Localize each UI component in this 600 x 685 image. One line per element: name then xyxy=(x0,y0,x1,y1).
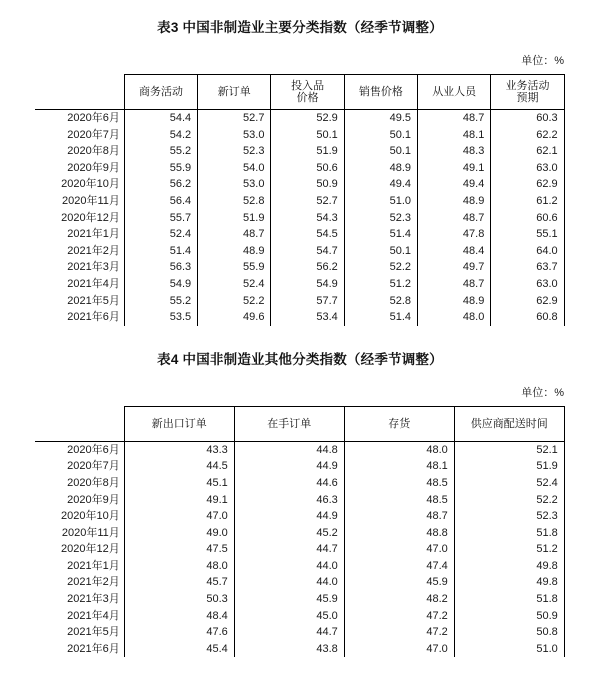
cell-value: 55.2 xyxy=(124,143,197,160)
cell-value: 55.1 xyxy=(491,226,564,243)
row-label: 2021年2月 xyxy=(35,243,124,260)
row-label: 2020年8月 xyxy=(35,475,124,492)
cell-value: 57.7 xyxy=(271,293,344,310)
row-label: 2021年5月 xyxy=(35,624,124,641)
table-row xyxy=(35,193,564,210)
table-row xyxy=(35,574,564,591)
cell-value: 44.0 xyxy=(234,558,344,575)
cell-value: 48.9 xyxy=(198,243,271,260)
cell-value: 51.9 xyxy=(454,458,564,475)
row-label: 2021年1月 xyxy=(35,226,124,243)
cell-value: 63.0 xyxy=(491,276,564,293)
cell-value: 45.9 xyxy=(234,591,344,608)
cell-value: 43.3 xyxy=(124,441,234,458)
cell-value: 48.9 xyxy=(418,293,491,310)
cell-value: 52.2 xyxy=(344,259,417,276)
cell-value: 52.9 xyxy=(271,110,344,127)
cell-value: 49.0 xyxy=(124,525,234,542)
row-label: 2020年11月 xyxy=(35,525,124,542)
table4-head xyxy=(35,406,564,441)
cell-value: 53.5 xyxy=(124,309,197,326)
cell-value: 47.0 xyxy=(344,541,454,558)
cell-value: 49.8 xyxy=(454,558,564,575)
table-row xyxy=(35,541,564,558)
cell-value: 54.5 xyxy=(271,226,344,243)
cell-value: 54.3 xyxy=(271,210,344,227)
row-label: 2020年10月 xyxy=(35,176,124,193)
cell-value: 44.7 xyxy=(234,624,344,641)
table3-col-new-orders xyxy=(198,75,271,110)
table3-unit: 单位：% xyxy=(521,55,564,67)
cell-value: 48.7 xyxy=(418,276,491,293)
cell-value: 45.7 xyxy=(124,574,234,591)
table-row xyxy=(35,558,564,575)
cell-value: 48.7 xyxy=(198,226,271,243)
cell-value: 52.7 xyxy=(198,110,271,127)
table4-body xyxy=(35,441,564,657)
row-label: 2020年10月 xyxy=(35,508,124,525)
table3-col-input-prices-l1: 投入品 xyxy=(291,79,325,92)
cell-value: 47.4 xyxy=(344,558,454,575)
cell-value: 51.8 xyxy=(454,591,564,608)
cell-value: 49.7 xyxy=(418,259,491,276)
cell-value: 47.6 xyxy=(124,624,234,641)
cell-value: 44.9 xyxy=(234,458,344,475)
cell-value: 52.3 xyxy=(344,210,417,227)
table3-title: 表3 中国非制造业主要分类指数（经季节调整） xyxy=(157,20,443,35)
cell-value: 60.6 xyxy=(491,210,564,227)
cell-value: 48.7 xyxy=(344,508,454,525)
table-row xyxy=(35,110,564,127)
table4-section xyxy=(0,348,600,658)
table3-col-sales-prices xyxy=(344,75,417,110)
cell-value: 51.2 xyxy=(344,276,417,293)
cell-value: 52.8 xyxy=(344,293,417,310)
cell-value: 49.1 xyxy=(418,160,491,177)
cell-value: 52.1 xyxy=(454,441,564,458)
cell-value: 48.4 xyxy=(418,243,491,260)
cell-value: 49.4 xyxy=(344,176,417,193)
cell-value: 50.1 xyxy=(271,127,344,144)
cell-value: 48.3 xyxy=(418,143,491,160)
row-label: 2020年6月 xyxy=(35,441,124,458)
row-label: 2020年12月 xyxy=(35,541,124,558)
table3-col-input-prices xyxy=(271,75,344,110)
table-row xyxy=(35,243,564,260)
cell-value: 47.5 xyxy=(124,541,234,558)
cell-value: 52.3 xyxy=(454,508,564,525)
cell-value: 45.1 xyxy=(124,475,234,492)
cell-value: 62.9 xyxy=(491,293,564,310)
table4-title: 表4 中国非制造业其他分类指数（经季节调整） xyxy=(157,351,443,367)
table3-col-employment xyxy=(418,75,491,110)
cell-value: 52.4 xyxy=(124,226,197,243)
cell-value: 43.8 xyxy=(234,641,344,658)
table3-col-business-activity xyxy=(124,75,197,110)
cell-value: 54.7 xyxy=(271,243,344,260)
cell-value: 52.2 xyxy=(454,492,564,509)
cell-value: 55.9 xyxy=(124,160,197,177)
table-row xyxy=(35,276,564,293)
cell-value: 56.2 xyxy=(271,259,344,276)
cell-value: 48.9 xyxy=(418,193,491,210)
cell-value: 55.7 xyxy=(124,210,197,227)
cell-value: 48.8 xyxy=(344,525,454,542)
row-label: 2021年3月 xyxy=(35,591,124,608)
table3-head xyxy=(35,75,564,110)
cell-value: 45.9 xyxy=(344,574,454,591)
cell-value: 52.4 xyxy=(198,276,271,293)
cell-value: 49.8 xyxy=(454,574,564,591)
table3-col-expectations-l2: 预期 xyxy=(516,92,539,104)
cell-value: 44.5 xyxy=(124,458,234,475)
table-row xyxy=(35,641,564,658)
table3-col-employment-l1: 从业人员 xyxy=(432,85,477,98)
table4-col-inventory: 存货 xyxy=(344,406,454,441)
cell-value: 48.7 xyxy=(418,210,491,227)
table-row xyxy=(35,492,564,509)
row-label: 2020年8月 xyxy=(35,143,124,160)
cell-value: 44.0 xyxy=(234,574,344,591)
table3-col-business-activity-l1: 商务活动 xyxy=(139,85,183,98)
cell-value: 48.0 xyxy=(344,441,454,458)
row-label: 2021年1月 xyxy=(35,558,124,575)
cell-value: 60.3 xyxy=(491,110,564,127)
table4-col-supplier-delivery-time: 供应商配送时间 xyxy=(454,406,564,441)
row-label: 2020年12月 xyxy=(35,210,124,227)
cell-value: 47.2 xyxy=(344,608,454,625)
cell-value: 62.2 xyxy=(491,127,564,144)
cell-value: 49.4 xyxy=(418,176,491,193)
cell-value: 45.0 xyxy=(234,608,344,625)
row-label: 2020年9月 xyxy=(35,492,124,509)
table3-section xyxy=(0,16,600,326)
cell-value: 51.0 xyxy=(344,193,417,210)
table-row xyxy=(35,458,564,475)
cell-value: 52.3 xyxy=(198,143,271,160)
cell-value: 54.4 xyxy=(124,110,197,127)
cell-value: 55.2 xyxy=(124,293,197,310)
cell-value: 50.9 xyxy=(454,608,564,625)
row-label: 2021年6月 xyxy=(35,641,124,658)
row-label: 2020年11月 xyxy=(35,193,124,210)
table-row xyxy=(35,525,564,542)
cell-value: 51.0 xyxy=(454,641,564,658)
table-row xyxy=(35,143,564,160)
cell-value: 50.9 xyxy=(271,176,344,193)
table-row xyxy=(35,259,564,276)
table-row xyxy=(35,624,564,641)
table-row xyxy=(35,591,564,608)
cell-value: 56.4 xyxy=(124,193,197,210)
cell-value: 51.9 xyxy=(198,210,271,227)
cell-value: 48.1 xyxy=(418,127,491,144)
cell-value: 44.9 xyxy=(234,508,344,525)
row-label: 2020年6月 xyxy=(35,110,124,127)
table3 xyxy=(35,74,564,326)
cell-value: 54.0 xyxy=(198,160,271,177)
cell-value: 51.2 xyxy=(454,541,564,558)
table4-col-backlog-orders: 在手订单 xyxy=(234,406,344,441)
cell-value: 55.9 xyxy=(198,259,271,276)
cell-value: 47.8 xyxy=(418,226,491,243)
cell-value: 53.0 xyxy=(198,176,271,193)
table-row xyxy=(35,127,564,144)
table3-corner-cell xyxy=(35,75,124,110)
table4-unit: 单位：% xyxy=(521,386,564,399)
table-row xyxy=(35,210,564,227)
cell-value: 53.0 xyxy=(198,127,271,144)
cell-value: 56.3 xyxy=(124,259,197,276)
cell-value: 64.0 xyxy=(491,243,564,260)
cell-value: 50.1 xyxy=(344,127,417,144)
table-row xyxy=(35,293,564,310)
cell-value: 51.4 xyxy=(124,243,197,260)
cell-value: 53.4 xyxy=(271,309,344,326)
row-label: 2020年9月 xyxy=(35,160,124,177)
table4-col-new-export-orders: 新出口订单 xyxy=(124,406,234,441)
table-row xyxy=(35,508,564,525)
row-label: 2021年6月 xyxy=(35,309,124,326)
table3-col-sales-prices-l1: 销售价格 xyxy=(358,85,403,98)
table-row xyxy=(35,309,564,326)
cell-value: 51.4 xyxy=(344,226,417,243)
table3-header-row xyxy=(35,75,564,110)
cell-value: 50.3 xyxy=(124,591,234,608)
table4-corner-cell xyxy=(35,406,124,441)
cell-value: 44.8 xyxy=(234,441,344,458)
table3-col-expectations-l1: 业务活动 xyxy=(505,79,550,92)
cell-value: 45.4 xyxy=(124,641,234,658)
cell-value: 48.0 xyxy=(124,558,234,575)
table4-header-row xyxy=(35,406,564,441)
table-row xyxy=(35,441,564,458)
cell-value: 51.9 xyxy=(271,143,344,160)
cell-value: 49.5 xyxy=(344,110,417,127)
row-label: 2021年2月 xyxy=(35,574,124,591)
cell-value: 48.0 xyxy=(418,309,491,326)
cell-value: 49.1 xyxy=(124,492,234,509)
cell-value: 47.0 xyxy=(124,508,234,525)
cell-value: 54.9 xyxy=(124,276,197,293)
cell-value: 48.5 xyxy=(344,475,454,492)
cell-value: 56.2 xyxy=(124,176,197,193)
cell-value: 52.7 xyxy=(271,193,344,210)
cell-value: 61.2 xyxy=(491,193,564,210)
table-row xyxy=(35,475,564,492)
cell-value: 50.6 xyxy=(271,160,344,177)
table3-body xyxy=(35,110,564,326)
cell-value: 52.4 xyxy=(454,475,564,492)
table-row xyxy=(35,160,564,177)
cell-value: 51.8 xyxy=(454,525,564,542)
cell-value: 51.4 xyxy=(344,309,417,326)
table3-col-expectations xyxy=(491,75,564,110)
cell-value: 52.2 xyxy=(198,293,271,310)
cell-value: 48.9 xyxy=(344,160,417,177)
row-label: 2021年4月 xyxy=(35,608,124,625)
table4 xyxy=(35,406,565,658)
table3-col-input-prices-l2: 价格 xyxy=(296,92,319,104)
row-label: 2021年4月 xyxy=(35,276,124,293)
row-label: 2020年7月 xyxy=(35,127,124,144)
cell-value: 63.0 xyxy=(491,160,564,177)
cell-value: 48.1 xyxy=(344,458,454,475)
row-label: 2021年5月 xyxy=(35,293,124,310)
cell-value: 44.7 xyxy=(234,541,344,558)
cell-value: 63.7 xyxy=(491,259,564,276)
cell-value: 54.9 xyxy=(271,276,344,293)
row-label: 2020年7月 xyxy=(35,458,124,475)
table-row xyxy=(35,608,564,625)
cell-value: 50.1 xyxy=(344,143,417,160)
cell-value: 62.1 xyxy=(491,143,564,160)
cell-value: 48.5 xyxy=(344,492,454,509)
cell-value: 47.2 xyxy=(344,624,454,641)
table-row xyxy=(35,176,564,193)
cell-value: 60.8 xyxy=(491,309,564,326)
cell-value: 50.1 xyxy=(344,243,417,260)
cell-value: 44.6 xyxy=(234,475,344,492)
table-row xyxy=(35,226,564,243)
cell-value: 50.8 xyxy=(454,624,564,641)
cell-value: 49.6 xyxy=(198,309,271,326)
cell-value: 48.7 xyxy=(418,110,491,127)
cell-value: 48.2 xyxy=(344,591,454,608)
cell-value: 54.2 xyxy=(124,127,197,144)
cell-value: 45.2 xyxy=(234,525,344,542)
row-label: 2021年3月 xyxy=(35,259,124,276)
cell-value: 47.0 xyxy=(344,641,454,658)
cell-value: 46.3 xyxy=(234,492,344,509)
table3-col-new-orders-l1: 新订单 xyxy=(217,85,251,98)
cell-value: 52.8 xyxy=(198,193,271,210)
cell-value: 48.4 xyxy=(124,608,234,625)
cell-value: 62.9 xyxy=(491,176,564,193)
